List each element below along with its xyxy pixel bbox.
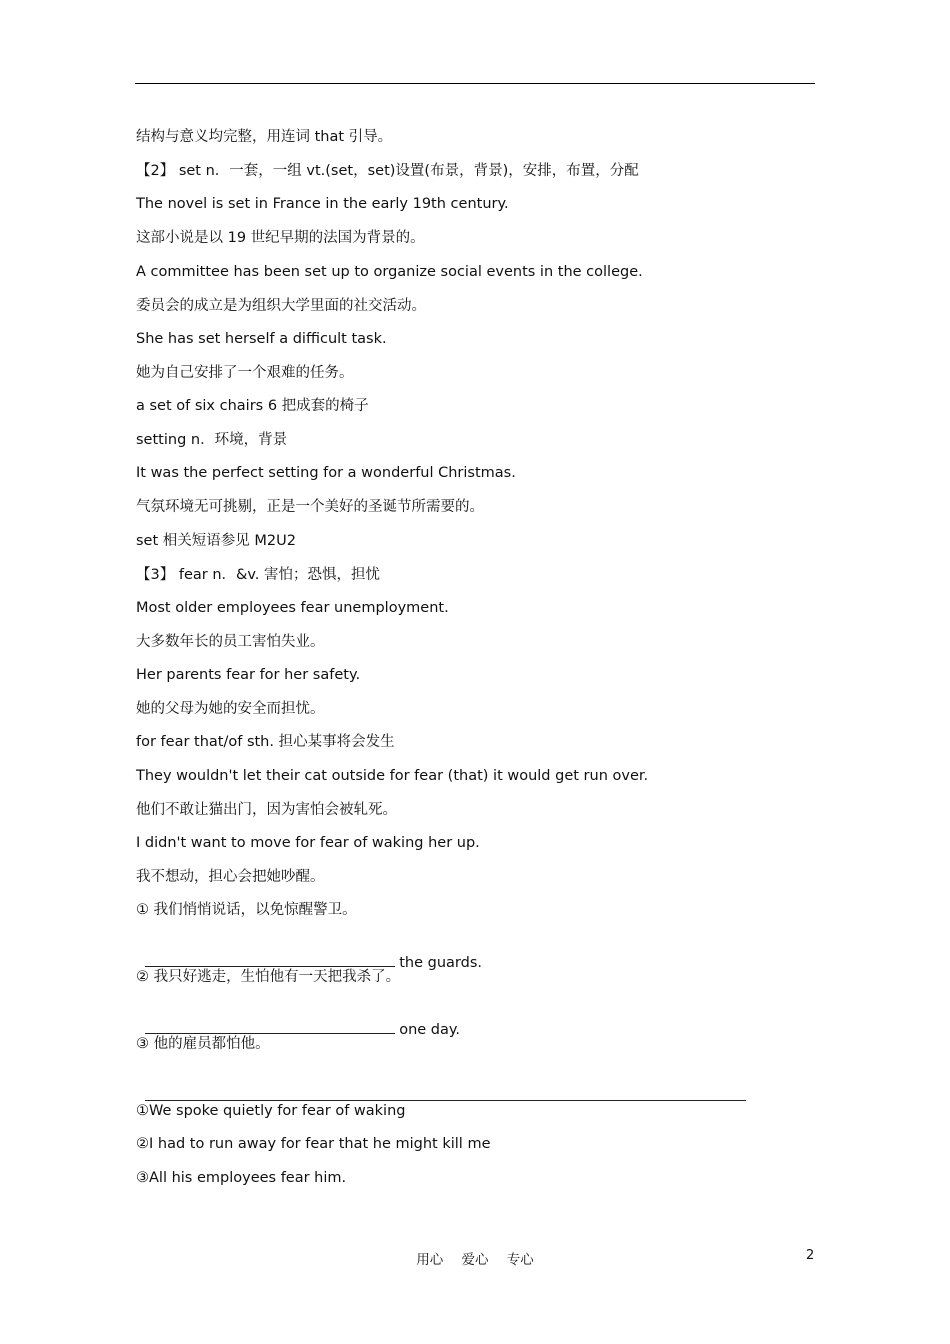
text-line: It was the perfect setting for a wonderful Christmas.: [136, 465, 516, 481]
text-line: 他们不敢让猫出门，因为害怕会被轧死。: [136, 802, 397, 818]
text-line: 她的父母为她的安全而担忧。: [136, 701, 325, 717]
text-line: set 相关短语参见 M2U2: [136, 533, 296, 549]
text-line: setting n．环境，背景: [136, 432, 288, 448]
text-line: They wouldn't let their cat outside for fear (that) it would get run over.: [136, 768, 649, 784]
text-line: for fear that/of sth. 担心某事将会发生: [136, 734, 395, 750]
exercise-question-1: ① 我们悄悄说话，以免惊醒警卫。: [136, 902, 357, 918]
text-line: Most older employees fear unemployment.: [136, 600, 449, 616]
text-line: 这部小说是以 19 世纪早期的法国为背景的。: [136, 230, 425, 246]
text-line: 委员会的成立是为组织大学里面的社交活动。: [136, 298, 426, 314]
text-line: 我不想动，担心会把她吵醒。: [136, 869, 325, 885]
section-heading-fear: 【3】 fear n．&v. 害怕；恐惧，担忧: [136, 567, 380, 583]
section-heading-set: 【2】 set n．一套，一组 vt.(set，set)设置(布景，背景)，安排，布置，分配: [136, 163, 639, 179]
text-line: A committee has been set up to organize social events in the college.: [136, 264, 643, 280]
text-line: Her parents fear for her safety.: [136, 667, 361, 683]
blank-suffix: one day.: [399, 1022, 461, 1038]
answer-key-item: ②I had to run away for fear that he might kill me: [136, 1136, 491, 1152]
text-line: 结构与意义均完整，用连词 that 引导。: [136, 129, 393, 145]
fill-in-blank[interactable]: [145, 1020, 395, 1034]
answer-key-item: ③All his employees fear him.: [136, 1170, 347, 1186]
fill-in-blank[interactable]: [145, 953, 395, 967]
page-number: 2: [806, 1248, 815, 1263]
footer-motto: 用心 爱心 专心: [416, 1252, 534, 1268]
exercise-question-2: ② 我只好逃走，生怕他有一天把我杀了。: [136, 969, 401, 985]
text-line: The novel is set in France in the early 19th century.: [136, 196, 509, 212]
text-line: She has set herself a difficult task.: [136, 331, 387, 347]
blank-suffix: the guards.: [399, 955, 482, 971]
exercise-question-3: ③ 他的雇员都怕他。: [136, 1036, 270, 1052]
text-line: I didn't want to move for fear of waking her up.: [136, 835, 480, 851]
text-line: 她为自己安排了一个艰难的任务。: [136, 365, 354, 381]
header-rule: [135, 83, 815, 84]
text-line: 气氛环境无可挑剔，正是一个美好的圣诞节所需要的。: [136, 499, 484, 515]
answer-key-item: ①We spoke quietly for fear of waking: [136, 1103, 406, 1119]
text-line: 大多数年长的员工害怕失业。: [136, 634, 325, 650]
text-line: a set of six chairs 6 把成套的椅子: [136, 398, 369, 414]
fill-in-blank[interactable]: [145, 1087, 746, 1101]
